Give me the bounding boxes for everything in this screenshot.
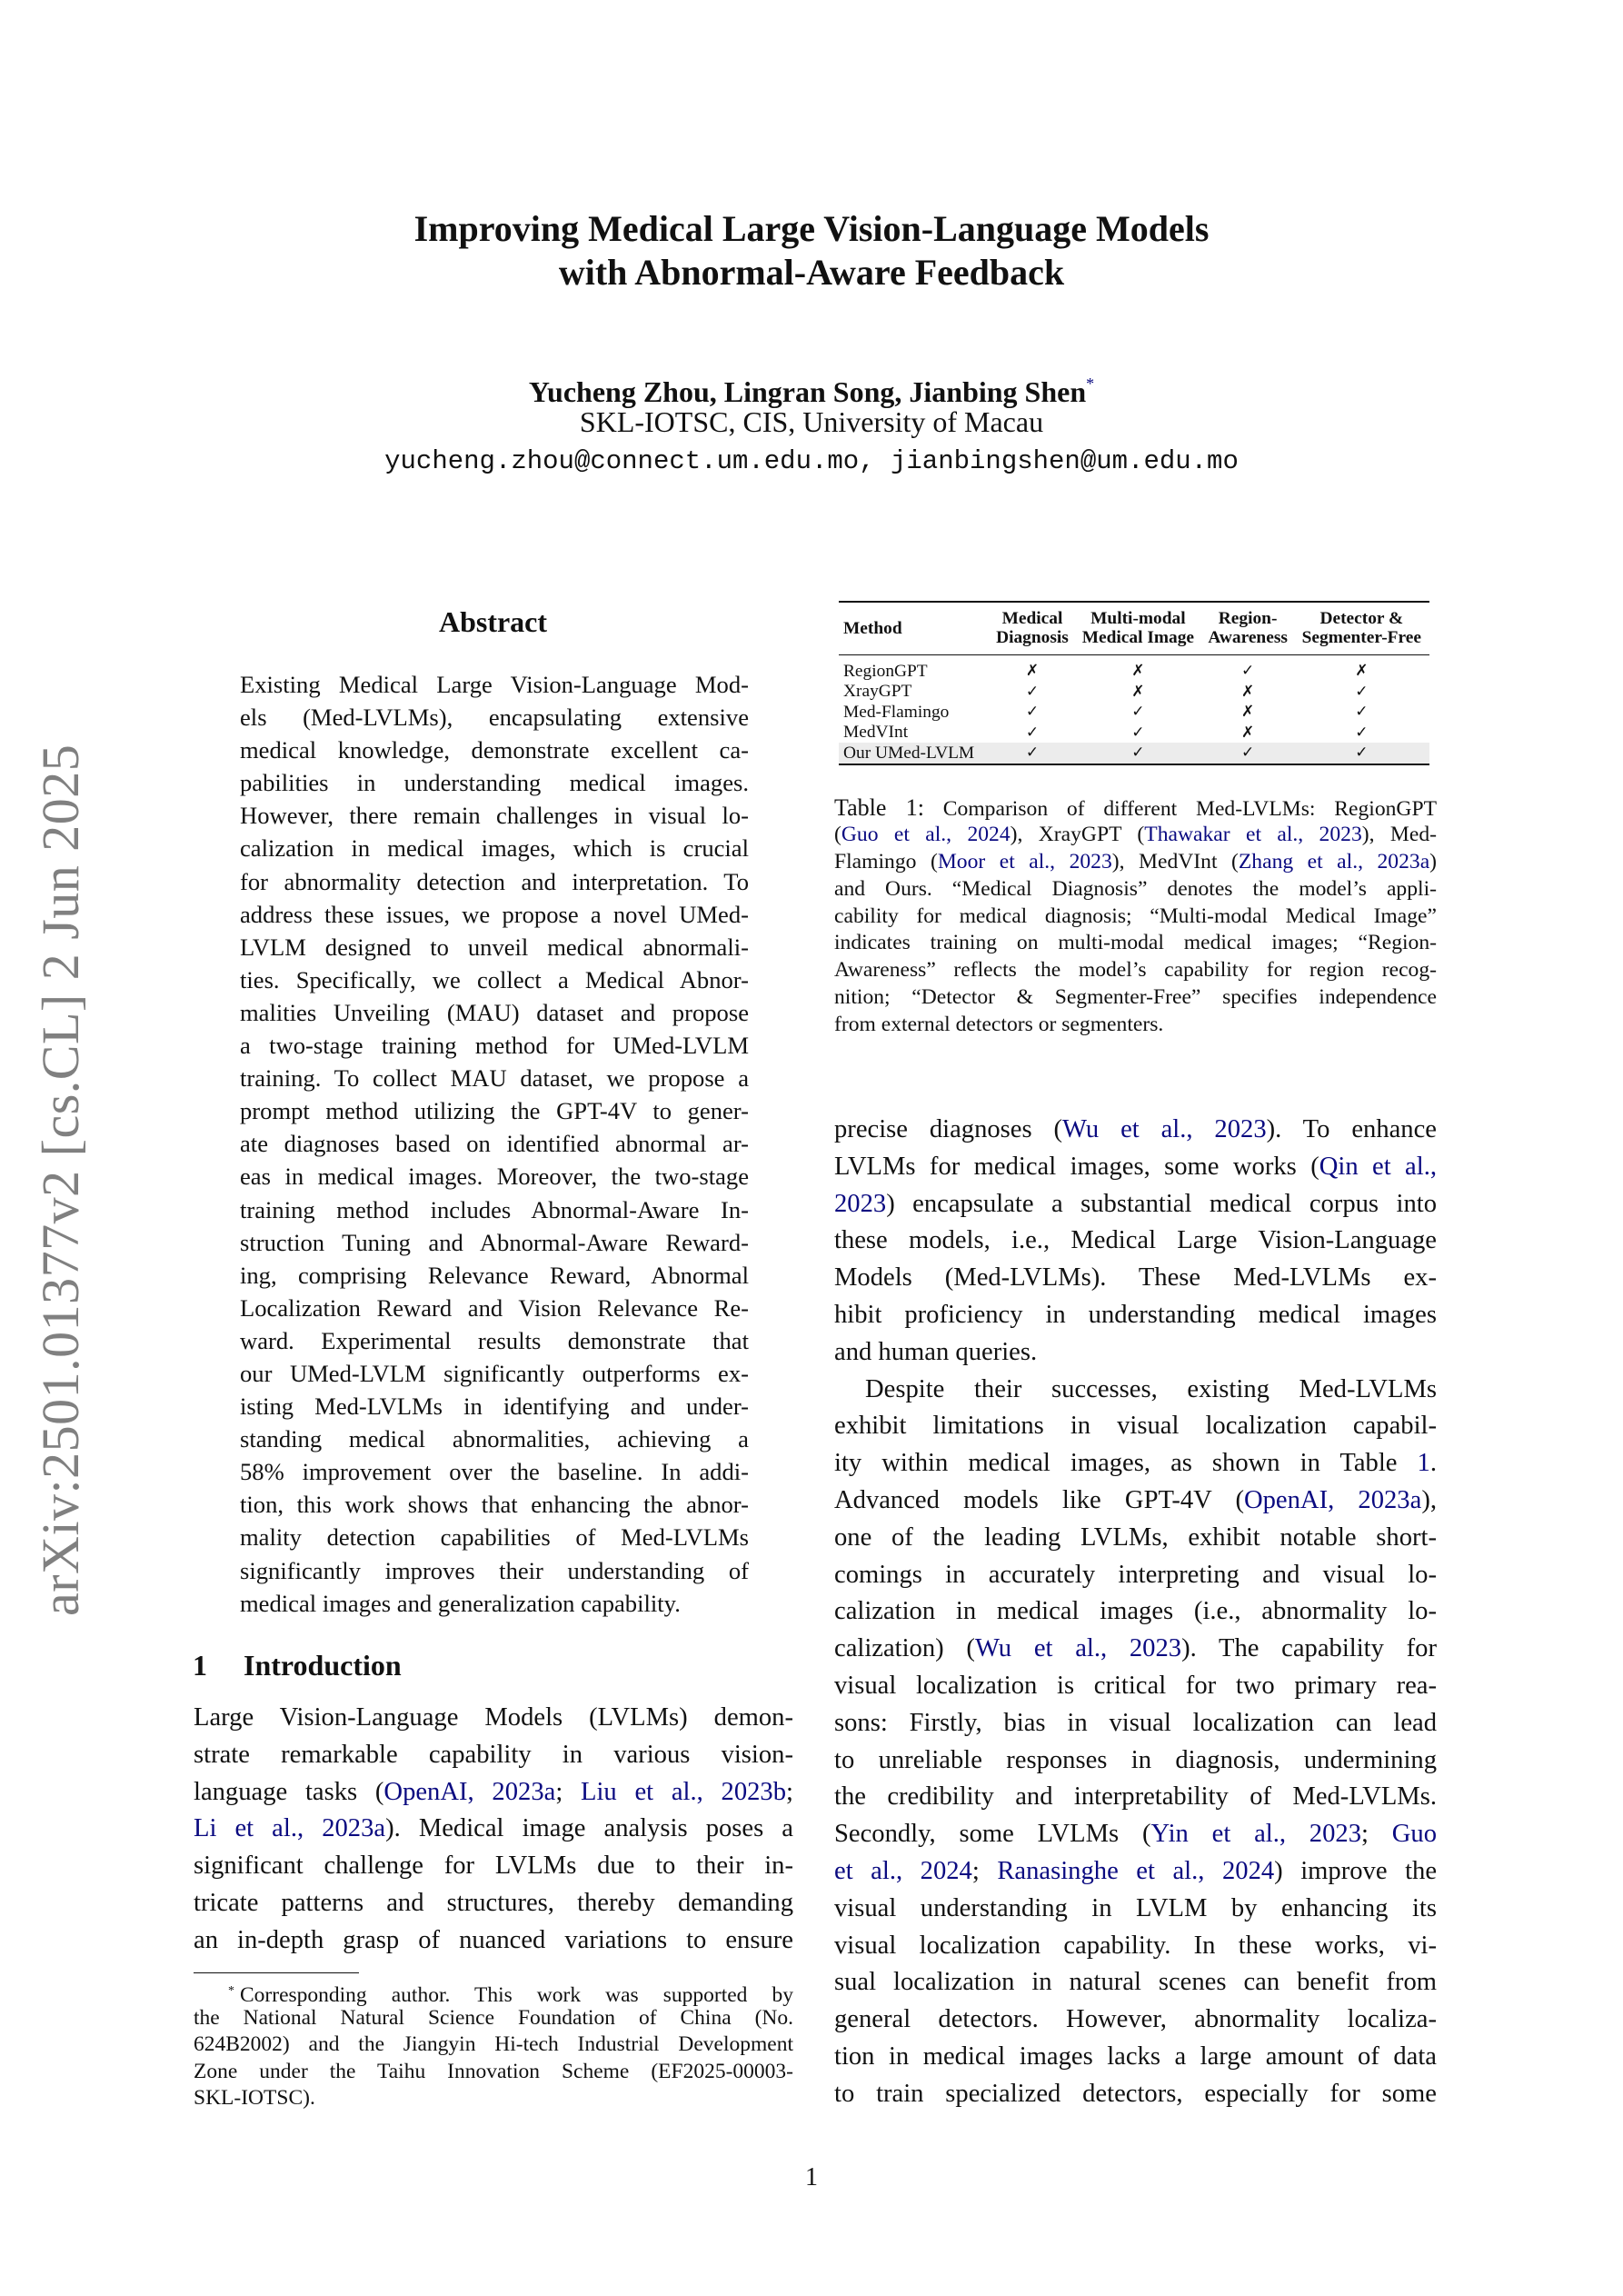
caption-line <box>834 1012 1437 1039</box>
paper-title-line-2: with Abnormal-Aware Feedback <box>558 252 1065 293</box>
table-cell <box>991 702 1074 723</box>
abstract-line: for abnormality detection and interpretation. To <box>240 867 749 895</box>
table-label: Table 1: <box>834 794 924 821</box>
checkmark-icon: ✓ <box>1355 703 1369 721</box>
text-run: comings in accurately interpreting and visual lo- <box>834 1560 1437 1589</box>
footnote-line <box>194 2005 793 2032</box>
footnote-line <box>194 2085 793 2112</box>
text-run: an in-depth grasp of nuanced variations to ensure <box>194 1925 793 1954</box>
abstract-line: calization in medical images, which is crucial <box>240 834 749 863</box>
citation-link[interactable]: Guo <box>1391 1820 1437 1849</box>
checkmark-icon: ✓ <box>1355 744 1369 762</box>
footnote-text: 624B2002) and the Jiangyin Hi-tech Industrial Development <box>194 2032 793 2056</box>
cross-icon: ✗ <box>1240 723 1255 742</box>
table-row <box>839 655 1429 682</box>
text-run: one of the leading LVLMs, exhibit notable short- <box>834 1522 1437 1552</box>
citation-link[interactable]: Li et al., 2023a <box>194 1814 386 1843</box>
table-cell <box>1294 723 1429 744</box>
text-line <box>834 1853 1437 1891</box>
text-line <box>834 1816 1437 1853</box>
text-run: ). The capability for <box>1181 1634 1438 1663</box>
abstract-line: a two-stage training method for UMed-LVLM <box>240 1032 749 1060</box>
footnote-line <box>194 1978 793 2005</box>
corresponding-author-mark[interactable]: * <box>1086 374 1095 393</box>
checkmark-icon: ✓ <box>1131 703 1145 721</box>
text-line <box>834 1779 1437 1816</box>
text-run: ), Med- <box>1361 822 1437 846</box>
introduction-right-column <box>834 1112 1437 2113</box>
text-run: ), <box>1421 1485 1437 1514</box>
text-run: precise diagnoses ( <box>834 1115 1063 1143</box>
table-cell <box>991 682 1074 703</box>
introduction-left-column <box>194 1700 793 1960</box>
abstract-line: struction Tuning and Abnormal-Aware Reward- <box>240 1228 749 1256</box>
text-run: hibit proficiency in understanding medical images <box>834 1300 1437 1329</box>
text-run: nition; “Detector & Segmenter-Free” specifies independence <box>834 985 1437 1010</box>
citation-link[interactable]: Guo et al., 2024 <box>841 822 1011 846</box>
table-cell <box>1202 682 1294 703</box>
abstract-line: prompt method utilizing the GPT-4V to gener- <box>240 1097 749 1125</box>
table-row <box>839 682 1429 703</box>
text-line <box>834 1482 1437 1520</box>
abstract-line: ing, comprising Relevance Reward, Abnormal <box>240 1261 749 1289</box>
checkmark-icon: ✓ <box>1355 723 1369 742</box>
text-run: and Ours. “Medical Diagnosis” denotes the model’s appli- <box>834 876 1437 901</box>
text-line <box>834 1557 1437 1594</box>
method-name-cell: MedVInt <box>843 723 909 742</box>
column-header-detector-segmenter-free: Detector & Segmenter-Free <box>1301 609 1421 647</box>
method-name-cell: XrayGPT <box>843 682 912 701</box>
caption-line <box>834 984 1437 1012</box>
text-line <box>194 1737 793 1774</box>
footnote-line <box>194 2059 793 2086</box>
author-names: Yucheng Zhou, Lingran Song, Jianbing Shen <box>528 375 1087 408</box>
text-line <box>834 1668 1437 1705</box>
checkmark-icon: ✓ <box>1240 662 1255 680</box>
text-line <box>194 1700 793 1737</box>
text-run: ), XrayGPT ( <box>1010 822 1145 846</box>
checkmark-icon: ✓ <box>1025 703 1040 721</box>
section-title: Introduction <box>244 1649 402 1682</box>
caption-line <box>834 876 1437 903</box>
abstract-line: address these issues, we propose a novel UMed- <box>240 900 749 928</box>
text-line <box>834 1223 1437 1260</box>
abstract-line: tion, this work shows that enhancing the abnor- <box>240 1491 749 1519</box>
footnote-text: the National Natural Science Foundation of China (No. <box>194 2005 793 2030</box>
text-line <box>834 1408 1437 1445</box>
cross-icon: ✗ <box>1131 682 1145 701</box>
table-cell <box>1074 743 1201 764</box>
method-name-cell: Med-Flamingo <box>843 702 950 722</box>
checkmark-icon: ✓ <box>1355 682 1369 701</box>
text-line <box>834 1186 1437 1223</box>
text-run: tion in medical images lacks a large amount of data <box>834 2041 1437 2071</box>
caption-line <box>834 957 1437 984</box>
footnote-mark: * <box>228 1984 234 1998</box>
arxiv-identifier-stamp: arXiv:2501.01377v2 [cs.CL] 2 Jun 2025 <box>31 744 90 1616</box>
abstract-line: Existing Medical Large Vision-Language Mod- <box>240 671 749 698</box>
citation-link[interactable]: 2023 <box>834 1189 887 1218</box>
text-run: . <box>1429 1449 1437 1478</box>
column-header-region-awareness: Region- Awareness <box>1208 609 1288 647</box>
cross-icon: ✗ <box>1240 703 1255 721</box>
abstract-line: significantly improves their understanding of <box>240 1556 749 1584</box>
citation-link[interactable]: Zhang et al., 2023a <box>1238 849 1430 873</box>
table-cell <box>991 743 1074 764</box>
citation-link[interactable]: et al., 2024 <box>834 1856 972 1885</box>
text-line <box>834 1112 1437 1149</box>
text-run: ; <box>1361 1820 1392 1849</box>
text-run: and human queries. <box>834 1337 1038 1366</box>
table-cell <box>1202 702 1294 723</box>
text-run: visual understanding in LVLM by enhancing its <box>834 1893 1437 1922</box>
column-header-method: Method <box>843 618 902 638</box>
text-run: the credibility and interpretability of Med-LVLMs. <box>834 1782 1437 1812</box>
text-run: visual localization is critical for two primary rea- <box>834 1671 1437 1700</box>
text-run: ; <box>786 1777 793 1806</box>
text-run: sons: Firstly, bias in visual localization can lead <box>834 1708 1437 1737</box>
text-line <box>194 1811 793 1848</box>
abstract-line: LVLM designed to unveil medical abnormali- <box>240 933 749 961</box>
text-line <box>834 1149 1437 1186</box>
text-line <box>834 1260 1437 1297</box>
cross-icon: ✗ <box>1355 662 1369 680</box>
text-run: ). Medical image analysis poses a <box>385 1814 793 1843</box>
text-line <box>194 1848 793 1885</box>
abstract-line: els (Med-LVLMs), encapsulating extensive <box>240 704 749 732</box>
citation-link[interactable]: Moor et al., 2023 <box>937 849 1112 873</box>
text-run: ) encapsulate a substantial medical corpus into <box>886 1189 1437 1218</box>
citation-link[interactable]: Ranasinghe et al., 2024 <box>997 1856 1275 1885</box>
abstract-line: ward. Experimental results demonstrate that <box>240 1326 749 1354</box>
caption-line <box>834 794 1437 822</box>
text-run: calization in medical images (i.e., abnormality lo- <box>834 1597 1437 1626</box>
text-run: ). To enhance <box>1266 1115 1437 1143</box>
checkmark-icon: ✓ <box>1025 723 1040 742</box>
text-run: indicates training on multi-modal medical images; “Region- <box>834 931 1437 955</box>
text-line <box>834 2002 1437 2039</box>
paper-title <box>0 207 1623 294</box>
text-line <box>834 1742 1437 1780</box>
table-caption <box>834 794 1437 1039</box>
table-cell <box>1294 702 1429 723</box>
text-run: Comparison of different Med-LVLMs: RegionGPT <box>942 797 1437 821</box>
footnote-text: Corresponding author. This work was supported by <box>240 1983 793 2007</box>
abstract-heading: Abstract <box>438 605 548 638</box>
paper-title-line-1: Improving Medical Large Vision-Language Models <box>413 208 1210 249</box>
table-cell <box>1074 723 1201 744</box>
text-run: ; <box>555 1777 582 1806</box>
text-run: general detectors. However, abnormality localiza- <box>834 2005 1437 2034</box>
footnote <box>194 1978 793 2112</box>
text-run: sual localization in natural scenes can benefit from <box>834 1968 1437 1997</box>
text-line <box>834 1593 1437 1631</box>
column-header-medical-diagnosis: Medical Diagnosis <box>996 609 1069 647</box>
footnote-line <box>194 2031 793 2059</box>
table-header-row <box>839 602 1429 655</box>
abstract-line: training. To collect MAU dataset, we propose a <box>240 1064 749 1093</box>
method-name-cell: RegionGPT <box>843 661 928 681</box>
checkmark-icon: ✓ <box>1240 744 1255 762</box>
text-run: Advanced models like GPT-4V ( <box>834 1485 1244 1514</box>
comparison-table <box>839 601 1429 765</box>
checkmark-icon: ✓ <box>1025 744 1040 762</box>
abstract-line: training method includes Abnormal-Aware In- <box>240 1195 749 1223</box>
text-line <box>194 1885 793 1922</box>
citation-link[interactable]: Wu et al., 2023 <box>1062 1115 1267 1143</box>
text-run: from external detectors or segmenters. <box>834 1013 1164 1037</box>
text-run: cability for medical diagnosis; “Multi-modal Medical Image” <box>834 903 1437 928</box>
text-line <box>834 1445 1437 1482</box>
text-line <box>834 2076 1437 2113</box>
table-cell <box>1294 743 1429 764</box>
caption-line <box>834 930 1437 957</box>
table-cell <box>1202 723 1294 744</box>
column-header-multimodal-medical-image: Multi-modal Medical Image <box>1081 609 1195 647</box>
table-cell <box>1294 655 1429 682</box>
text-line <box>834 1520 1437 1557</box>
table-cell <box>1074 702 1201 723</box>
text-run: ), MedVInt ( <box>1111 849 1239 873</box>
citation-link[interactable]: Thawakar et al., 2023 <box>1144 822 1362 846</box>
text-run: LVLMs for medical images, some works ( <box>834 1152 1319 1181</box>
text-run: strate remarkable capability in various vision- <box>194 1740 793 1769</box>
table-cell <box>1202 655 1294 682</box>
text-line <box>834 1372 1437 1409</box>
text-run: Models (Med-LVLMs). These Med-LVLMs ex- <box>834 1263 1437 1293</box>
citation-link[interactable]: OpenAI, 2023a <box>1243 1485 1422 1514</box>
abstract-line: isting Med-LVLMs in identifying and under- <box>240 1393 749 1421</box>
citation-link[interactable]: OpenAI, 2023a <box>383 1777 556 1806</box>
abstract-line: medical images and generalization capability. <box>240 1589 681 1617</box>
table-cell <box>1202 743 1294 764</box>
text-line <box>834 1705 1437 1742</box>
text-run: ; <box>971 1856 998 1885</box>
text-run: significant challenge for LVLMs due to their in- <box>194 1852 793 1881</box>
text-run: ( <box>834 822 841 846</box>
abstract-line: standing medical abnormalities, achieving a <box>240 1425 749 1453</box>
text-line <box>834 1297 1437 1334</box>
text-run: exhibit limitations in visual localization capabil- <box>834 1412 1437 1441</box>
table-cell <box>991 655 1074 682</box>
citation-link[interactable]: Wu et al., 2023 <box>974 1634 1182 1663</box>
text-run: Large Vision-Language Models (LVLMs) demon- <box>194 1703 793 1732</box>
abstract-line: ties. Specifically, we collect a Medical Abnor- <box>240 965 749 993</box>
text-run: Flamingo ( <box>834 849 938 873</box>
method-name-cell: Our UMed-LVLM <box>839 743 991 764</box>
abstract-body <box>240 668 749 1620</box>
table-row <box>839 723 1429 744</box>
text-run: Despite their successes, existing Med-LVLMs <box>865 1374 1437 1403</box>
cross-icon: ✗ <box>1131 662 1145 680</box>
citation-link[interactable]: Yin et al., 2023 <box>1150 1820 1361 1849</box>
text-run: these models, i.e., Medical Large Vision-Language <box>834 1226 1437 1255</box>
abstract-line: 58% improvement over the baseline. In addi- <box>240 1458 749 1486</box>
citation-link[interactable]: 1 <box>1417 1449 1430 1478</box>
text-line <box>194 1922 793 1960</box>
cross-icon: ✗ <box>1025 662 1040 680</box>
footnote-text: Zone under the Taihu Innovation Scheme (EF2025-00003- <box>194 2059 793 2083</box>
caption-line <box>834 849 1437 876</box>
text-line <box>834 1891 1437 1928</box>
checkmark-icon: ✓ <box>1025 682 1040 701</box>
text-line <box>834 1928 1437 1965</box>
text-run: ity within medical images, as shown in Table <box>834 1449 1418 1478</box>
text-run: visual localization capability. In these works, vi- <box>834 1931 1437 1960</box>
section-number: 1 <box>193 1649 207 1682</box>
text-line <box>194 1774 793 1812</box>
abstract-line: ate diagnoses based on identified abnormal ar- <box>240 1130 749 1158</box>
text-run: ) <box>1429 849 1438 873</box>
author-emails: yucheng.zhou@connect.um.edu.mo, jianbingshen@um.edu.mo <box>384 446 1239 476</box>
abstract-line: pabilities in understanding medical images. <box>240 769 749 797</box>
text-line <box>834 1964 1437 2002</box>
footnote-text: SKL-IOTSC). <box>194 2086 315 2110</box>
table-cell <box>1294 682 1429 703</box>
text-run: tricate patterns and structures, thereby demanding <box>194 1888 793 1917</box>
table-cell <box>1074 655 1201 682</box>
table-cell <box>1074 682 1201 703</box>
abstract-line: malities Unveiling (MAU) dataset and propose <box>240 998 749 1026</box>
abstract-line: mality detection capabilities of Med-LVLMs <box>240 1523 749 1552</box>
page-number: 1 <box>805 2163 818 2191</box>
footnote-divider <box>194 1972 359 1973</box>
text-run: to unreliable responses in diagnosis, undermining <box>834 1745 1437 1774</box>
table-row <box>839 702 1429 723</box>
text-run: to train specialized detectors, especially for some <box>834 2079 1437 2108</box>
text-run: language tasks ( <box>194 1777 384 1806</box>
abstract-line: However, there remain challenges in visual lo- <box>240 802 749 830</box>
abstract-line: medical knowledge, demonstrate excellent ca- <box>240 736 749 764</box>
abstract-line: our UMed-LVLM significantly outperforms ex- <box>240 1359 749 1387</box>
text-run: Awareness” reflects the model’s capability for region recog- <box>834 958 1437 983</box>
citation-link[interactable]: Qin et al., <box>1319 1152 1437 1181</box>
abstract-line: Localization Reward and Vision Relevance Re- <box>240 1293 749 1322</box>
text-run: Secondly, some LVLMs ( <box>834 1820 1151 1849</box>
cross-icon: ✗ <box>1240 682 1255 701</box>
table-row <box>839 743 1429 764</box>
text-line <box>834 1631 1437 1668</box>
text-run: calization) ( <box>834 1634 975 1663</box>
citation-link[interactable]: Liu et al., 2023b <box>581 1777 787 1806</box>
affiliation: SKL-IOTSC, CIS, University of Macau <box>579 405 1044 438</box>
caption-line <box>834 822 1437 849</box>
section-heading-introduction <box>193 1647 402 1683</box>
checkmark-icon: ✓ <box>1131 723 1145 742</box>
abstract-line: eas in medical images. Moreover, the two-stage <box>240 1163 749 1191</box>
caption-line <box>834 903 1437 931</box>
table-cell <box>991 723 1074 744</box>
checkmark-icon: ✓ <box>1131 744 1145 762</box>
text-line <box>834 2039 1437 2076</box>
text-run: ) improve the <box>1274 1856 1438 1885</box>
text-line <box>834 1334 1437 1372</box>
